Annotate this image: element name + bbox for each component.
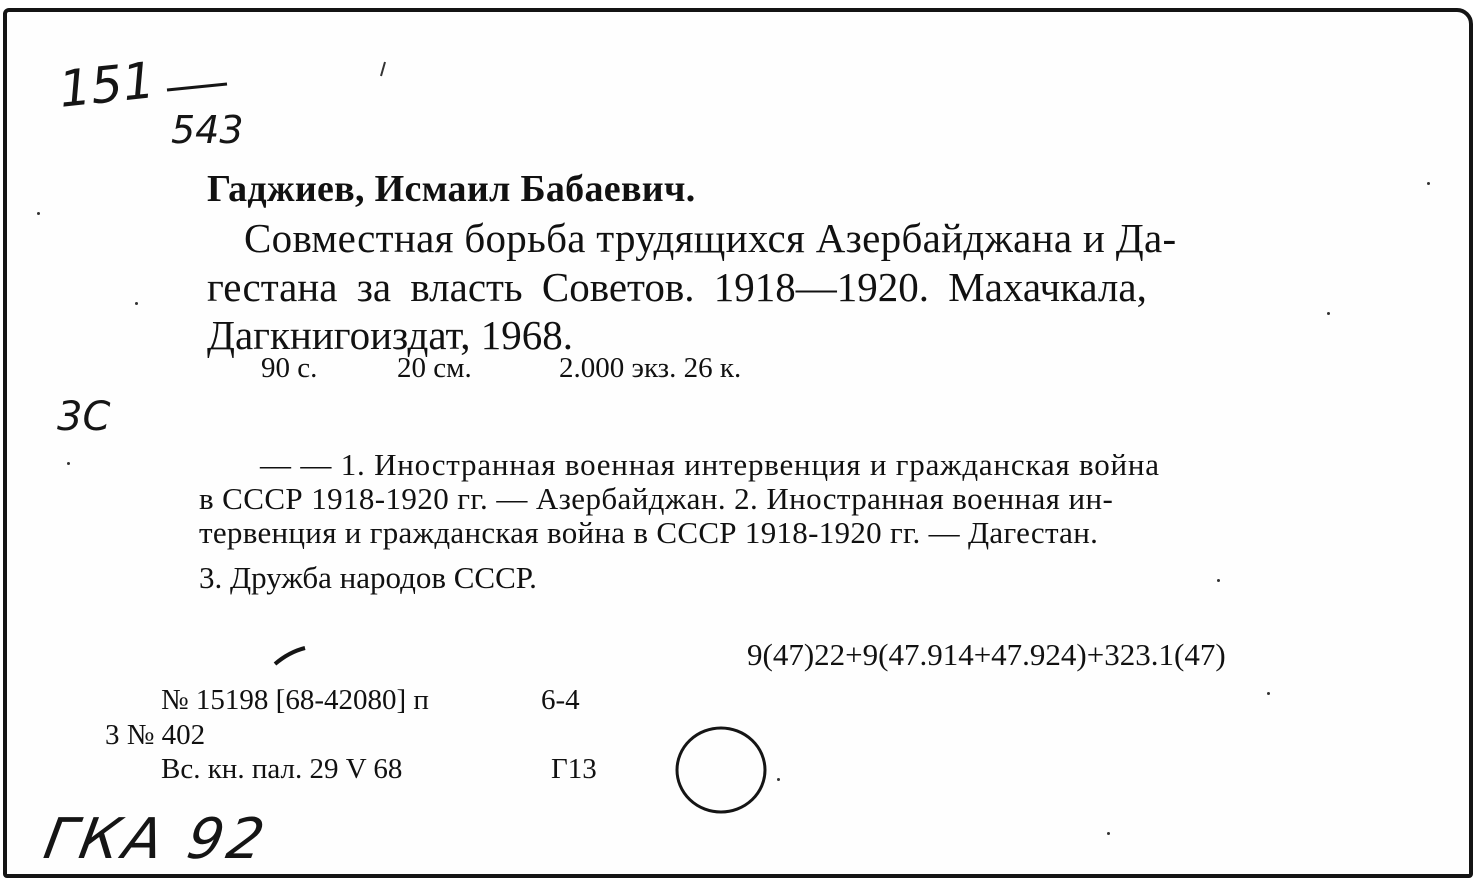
speck (1267, 692, 1270, 695)
catalog-code: 6-4 (541, 684, 580, 716)
speck (67, 462, 70, 465)
speck (1107, 832, 1110, 835)
g-code: Г13 (551, 753, 597, 785)
speck (1217, 579, 1220, 582)
pencil-tick (381, 62, 385, 76)
shelf-mark-top: 151 (56, 51, 158, 119)
subjects-line-4: 3. Дружба народов СССР. (199, 560, 537, 595)
stamp-circle (677, 728, 765, 812)
subjects-line-1: — — 1. Иностранная военная интервенция и гражданская война (260, 447, 1160, 482)
author-heading: Гаджиев, Исмаил Бабаевич. (207, 168, 696, 210)
inventory-mark: ГКА 92 (39, 807, 274, 872)
speck (135, 302, 138, 305)
subjects-line-2: в СССР 1918-1920 гг. — Азербайджан. 2. Иностранная военная ин- (199, 481, 1114, 516)
class-mark: 3С (57, 394, 111, 440)
catalog-number: № 15198 [68-42080] п (161, 684, 429, 716)
speck (777, 778, 780, 781)
speck (37, 212, 40, 215)
book-chamber: Вс. кн. пал. 29 V 68 (161, 753, 403, 785)
shelf-mark-bottom: 543 (171, 108, 244, 152)
classification-index: 9(47)22+9(47.914+47.924)+323.1(47) (747, 637, 1226, 672)
copies-price: 2.000 экз. 26 к. (559, 352, 742, 384)
fraction-line (167, 84, 227, 90)
speck (1427, 182, 1430, 185)
card-marks (7, 12, 1469, 874)
size: 20 см. (397, 352, 472, 384)
catalog-card (3, 8, 1473, 878)
title-line-2: гестана за власть Советов. 1918—1920. Махачкала, (207, 264, 1147, 310)
title-line-3: Дагкнигоиздат, 1968. (207, 312, 574, 358)
pages: 90 с. (261, 352, 318, 384)
speck (1327, 312, 1330, 315)
pencil-stroke (275, 648, 305, 664)
z-number: 3 № 402 (105, 719, 206, 751)
title-line-1: Совместная борьба трудящихся Азербайджана и Да- (244, 215, 1177, 261)
subjects-line-3: тервенция и гражданская война в СССР 1918-1920 гг. — Дагестан. (199, 515, 1099, 550)
